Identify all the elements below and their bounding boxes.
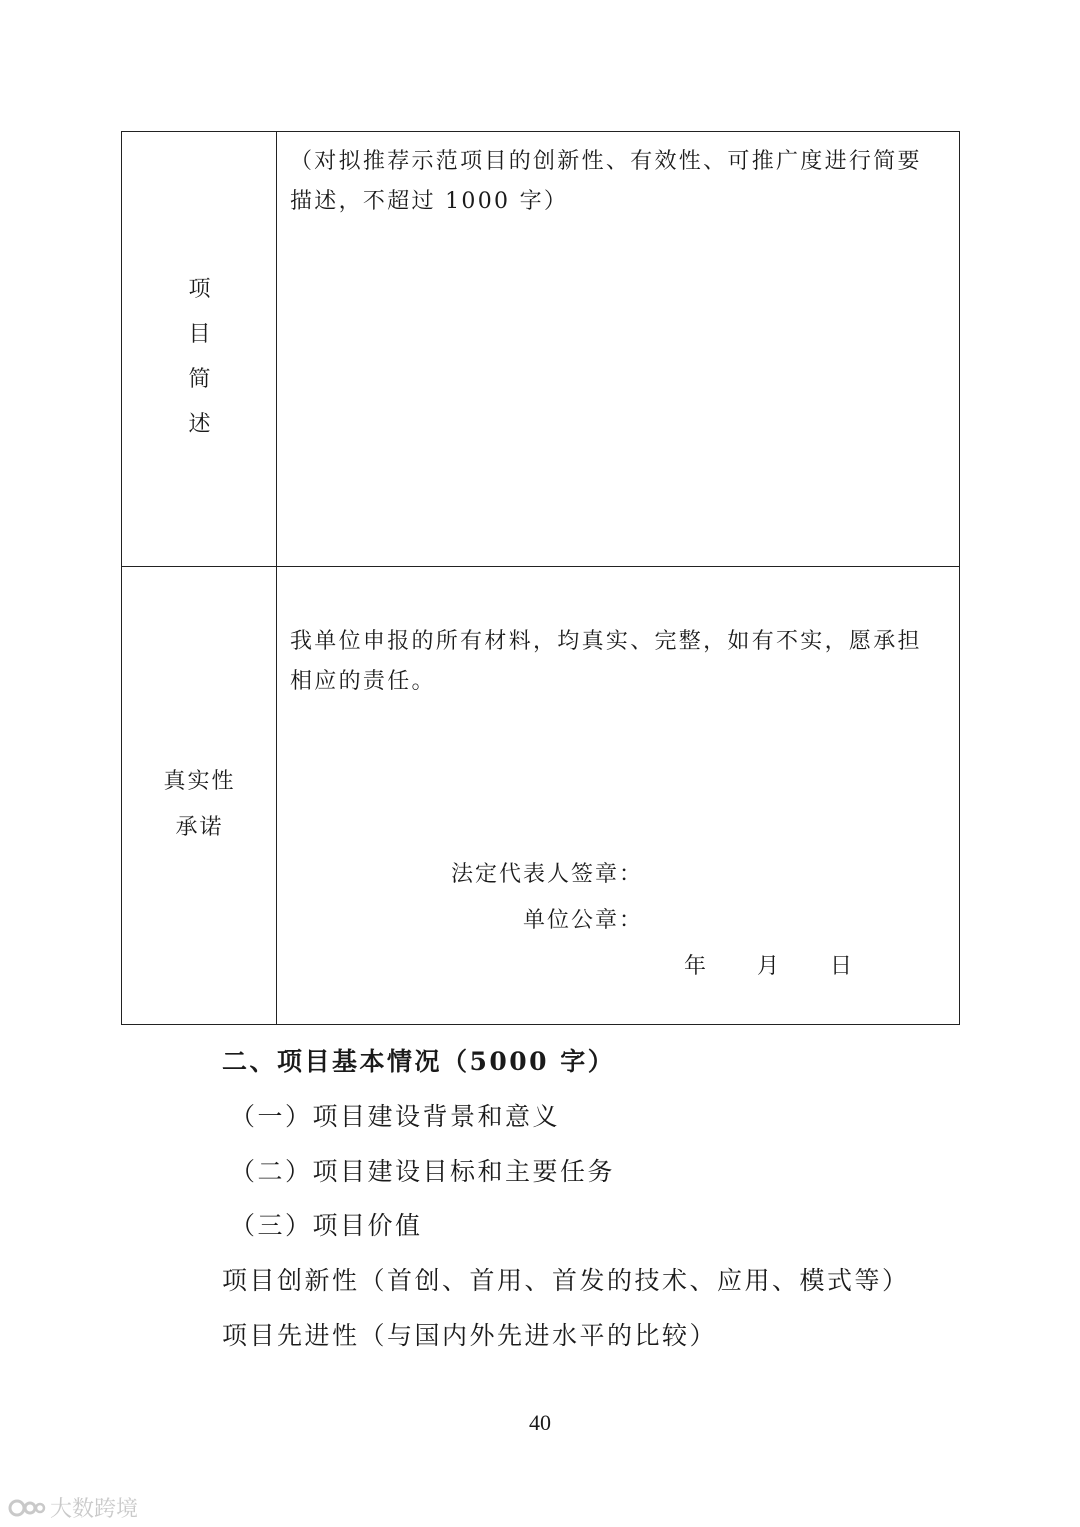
label-char: 目 (188, 322, 211, 347)
watermark-text: 大数跨境 (50, 1497, 139, 1522)
label-line: 真实性 (163, 769, 236, 794)
label-char: 述 (188, 412, 211, 437)
page-number: 40 (529, 1410, 551, 1435)
unit-seal-label: 单位公章： (522, 908, 643, 933)
label-char: 项 (188, 277, 211, 302)
pledge-line: 我单位申报的所有材料，均真实、完整，如有不实，愿承担 (290, 629, 922, 654)
signature-date (684, 949, 854, 980)
brand-logo-icon (8, 1496, 46, 1520)
project-summary-instruction (290, 142, 952, 222)
item-innovation: 项目创新性（首创、首用、首发的技术、应用、模式等） (222, 1266, 910, 1295)
authenticity-pledge-row (122, 567, 959, 1024)
application-form-table (121, 131, 960, 1025)
subsection-background: （一）项目建设背景和意义 (230, 1102, 561, 1131)
label-char: 简 (188, 367, 211, 392)
item-advancement: 项目先进性（与国内外先进水平的比较） (222, 1321, 718, 1350)
date-month-label: 月 (757, 954, 782, 979)
label-line: 承诺 (175, 815, 224, 840)
authenticity-pledge-content-cell (278, 567, 959, 1024)
date-year-label: 年 (684, 954, 709, 979)
authenticity-pledge-label-cell (122, 567, 277, 1024)
instruction-line: （对拟推荐示范项目的创新性、有效性、可推广度进行简要 (290, 149, 922, 174)
project-summary-content-cell (278, 132, 959, 566)
subsection-goals: （二）项目建设目标和主要任务 (230, 1157, 616, 1186)
project-summary-label-cell (122, 132, 277, 566)
section-heading: 二、项目基本情况（5000 字） (222, 1047, 616, 1076)
legal-representative-signature-label: 法定代表人签章： (450, 862, 643, 887)
project-summary-row (122, 132, 959, 567)
authenticity-pledge-label (122, 759, 277, 851)
project-summary-label (122, 267, 277, 447)
instruction-line: 描述，不超过 1000 字） (290, 189, 569, 214)
subsection-value: （三）项目价值 (230, 1211, 423, 1240)
watermark (8, 1492, 138, 1523)
date-day-label: 日 (830, 954, 855, 979)
pledge-line: 相应的责任。 (290, 669, 436, 694)
pledge-statement (290, 622, 952, 702)
